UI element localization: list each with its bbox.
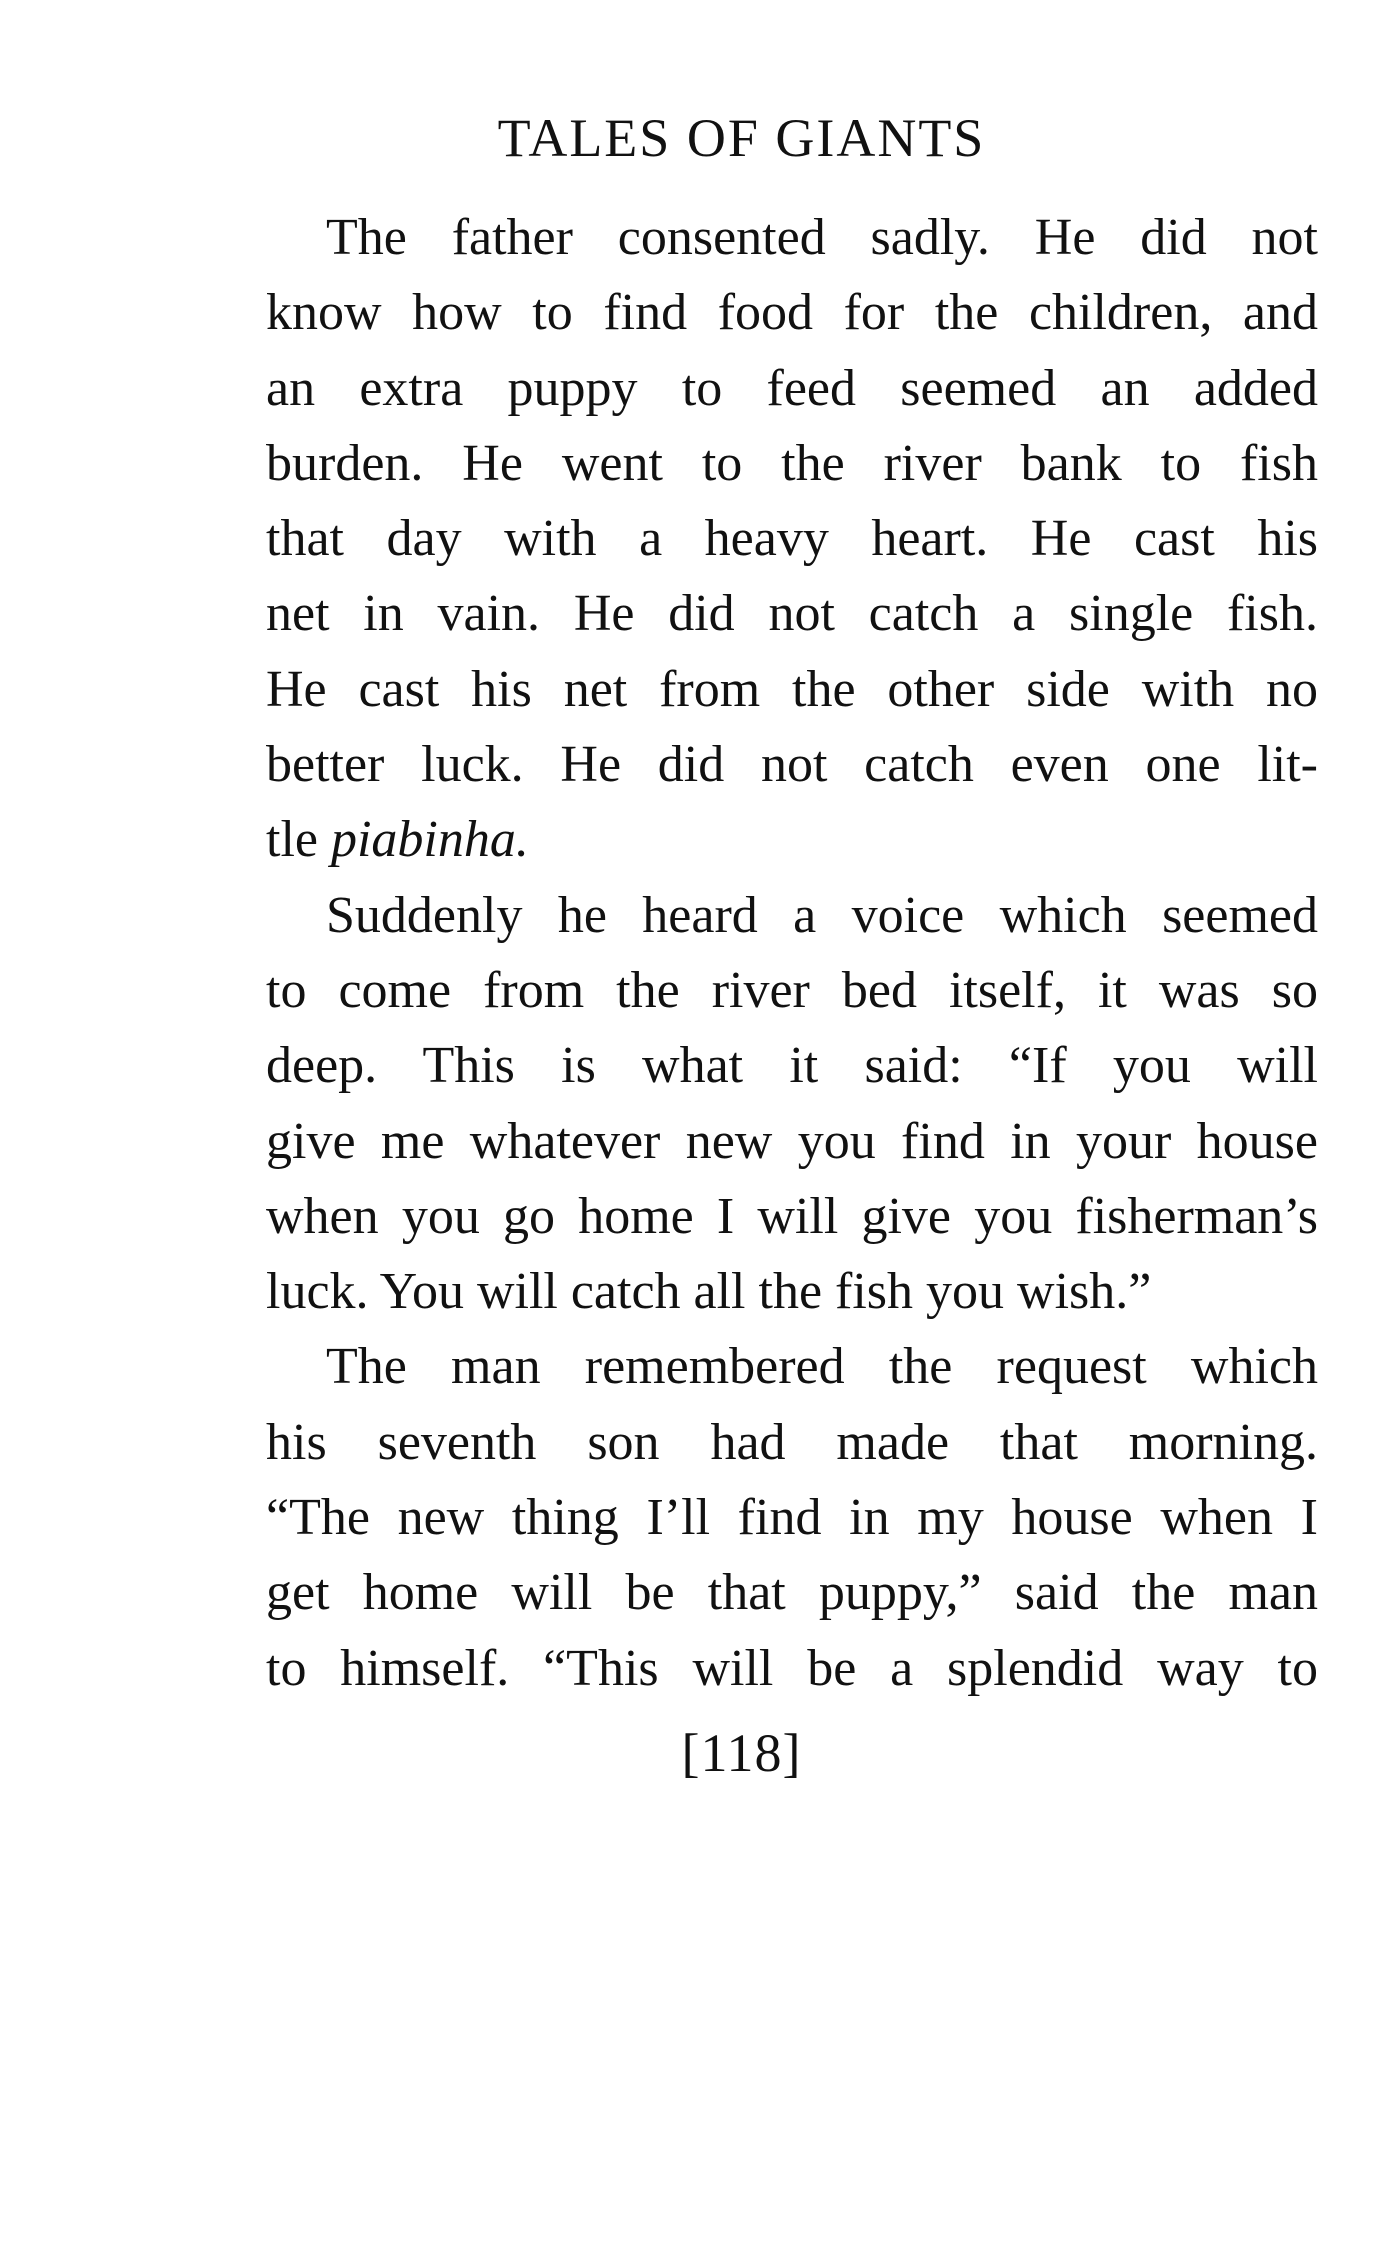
text-line: an extra puppy to feed seemed an added (266, 359, 1318, 417)
text-line: net in vain. He did not catch a single fish. (266, 585, 1318, 643)
text-line: Suddenly he heard a voice which seemed (326, 886, 1318, 944)
text-line: better luck. He did not catch even one lit- (266, 736, 1318, 794)
paragraph-2 (266, 878, 1318, 1330)
text-line: He cast his net from the other side with no (266, 660, 1318, 718)
page-number: [118] (681, 1723, 802, 1783)
text-line: to himself. “This will be a splendid way to (266, 1639, 1318, 1697)
text-line: that day with a heavy heart. He cast his (266, 510, 1318, 568)
text-line: luck. You will catch all the fish you wish.” (266, 1263, 1152, 1321)
text-line: burden. He went to the river bank to fish (266, 434, 1318, 492)
text-line: The man remembered the request which (326, 1338, 1318, 1396)
text-line: The father consented sadly. He did not (326, 209, 1318, 266)
text-line: get home will be that puppy,” said the man (266, 1564, 1318, 1622)
paragraph-1 (266, 200, 1318, 878)
text-line: “The new thing I’ll find in my house when I (266, 1489, 1318, 1547)
text-line: give me whatever new you find in your house (266, 1112, 1318, 1170)
text-line: his seventh son had made that morning. (266, 1413, 1318, 1471)
text-fragment: tle (266, 811, 331, 869)
text-line: deep. This is what it said: “If you will (266, 1037, 1318, 1095)
running-head: TALES OF GIANTS (497, 108, 986, 168)
italic-word: piabinha. (330, 811, 529, 869)
text-line: when you go home I will give you fisherman’s (266, 1187, 1318, 1245)
body-text (266, 200, 1318, 1706)
text-line (266, 802, 1318, 877)
paragraph-3 (266, 1329, 1318, 1705)
text-line: to come from the river bed itself, it was so (266, 961, 1318, 1019)
text-line: know how to find food for the children, and (266, 284, 1318, 342)
